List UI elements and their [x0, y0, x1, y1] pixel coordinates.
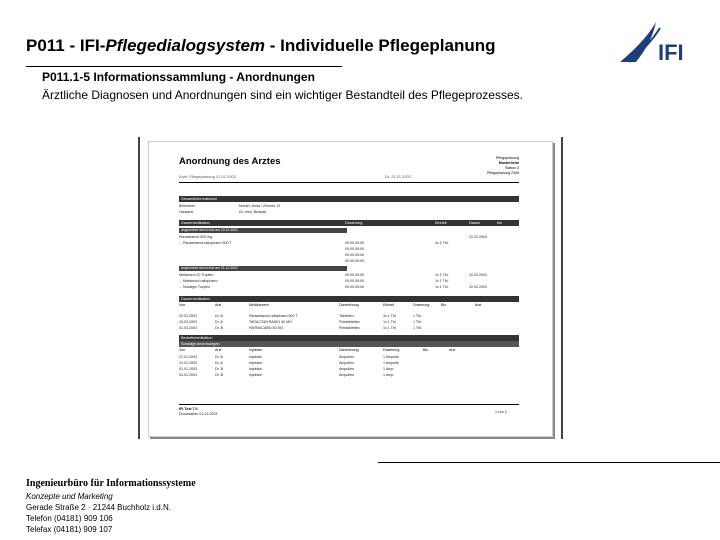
document-footer-text: Druckdatum 01.01.2003	[179, 412, 218, 416]
document-preview	[138, 137, 563, 439]
title-divider	[26, 66, 342, 67]
section-bar: Sonstige Anordnungen	[179, 341, 519, 347]
page-number: 1 von 2	[495, 410, 507, 414]
page-title: P011 - IFI-Pflegedialogsystem - Individuelle Pflegeplanung	[26, 36, 496, 55]
company-fax: Telefax (04181) 909 107	[26, 525, 113, 534]
section-bar: Gesamtinformationen	[179, 196, 519, 202]
viewer-edge-left	[138, 137, 140, 439]
document-divider	[179, 182, 519, 183]
company-footer	[26, 478, 196, 535]
company-slogan: Konzepte und Marketing	[26, 492, 113, 501]
document-footer-text: IFI-Test 7.0	[179, 407, 198, 411]
viewer-edge-right	[561, 137, 563, 439]
document-meta: Ärztl. Pflegeplanung 21.01.2002	[179, 174, 236, 179]
document-page: Anordnung des Arztes Ärztl. Pflegeplanung 21.01.2002 Dr. 21.11.2002 Pflegeplanung Musterheim Station 3 Pflegeplanung 2345 Gesamtinformationen Bewohner Muster, Anna / Zimmer 12 Hausarzt Dr. med. Beispiel Dauermedikation Dosierung Einheit Datum bis angeordnet durch Arzt am 22.12.2002 Paracetamol 500 mg 22.02.2003 ... Paracetamol-ratiopharm 500 T 00:00-00:00 4x 1 Tbl. 00:00-00:00 00:00-00:00 00:00-00:00 angeordnet durch Arzt am 21.12.2002 Metamizol 20 Tropfen 00:00-00:00 1x 1 Tbl. 22.02.2003 ... Metamizol ratiopharm 00:00-00:00 1x 1 Tbl. ... Novalgin Tropfen 00:00-00:00 1x 1 Tbl. 22.02.2003 Dauermedikation Von Arzt Medikament Darreichung Einheit Dosierung Bis Arzt 23.03.2003 Dr. A Paracetamol-ratiopharm 500 T Tabletten 3x 1 Tbl. 1 Tbl. 15.03.2003 Dr. A TARACTAN RADIO 50 MG Filmtabletten 1x 1 Tbl. 1 Tbl. 01.03.2003 Dr. B FARMACARD 50 MG Filmtabletten 1x 1 Tbl. 1 Tbl. Bedarfsmedikation Sonstige Anordnungen Von Arzt Injektion Darreichung Dosierung Bis Arzt 21.01.2003 Dr. A Injektion Ampullen 1 Ampulle 24.01.2003 Dr. A Injektion Ampullen 1 Ampulle 01.01.2003 Dr. B Injektion Ampullen 1 Amp. 04.01.2003 Dr. B Injektion Ampullen 1 Amp. IFI-Test 7.0 Druckdatum 01.01.2003 1 von 2	[148, 141, 553, 437]
ifi-logo	[616, 18, 704, 66]
company-phone: Telefon (04181) 909 106	[26, 514, 113, 523]
section-subtitle: P011.1-5 Informationssammlung - Anordnungen	[42, 70, 315, 84]
document-header-box: Pflegeplanung Musterheim Station 3 Pflegeplanung 2345	[487, 156, 519, 175]
section-bar: Dauermedikation	[179, 296, 519, 302]
prescription-group-header: angeordnet durch Arzt am 21.12.2002	[179, 266, 347, 271]
document-date: Dr. 21.11.2002	[385, 174, 411, 179]
section-description: Ärztliche Diagnosen und Anordnungen sind ein wichtiger Bestandteil des Pflegeprozesses.	[42, 88, 523, 102]
company-name: Ingenieurbüro für Informationssysteme	[26, 478, 196, 489]
prescription-group-header: angeordnet durch Arzt am 22.12.2002	[179, 228, 347, 233]
med-header-bar: Dauermedikation Dosierung Einheit Datum bis	[179, 220, 519, 226]
document-footer-divider	[179, 404, 519, 405]
company-address: Gerade Straße 2 · 21244 Buchholz i.d.N.	[26, 503, 171, 512]
section-bar: Bedarfsmedikation	[179, 335, 519, 341]
footer-divider	[378, 462, 720, 463]
title-product: Pflegedialogsystem	[105, 36, 266, 55]
document-title: Anordnung des Arztes	[179, 156, 281, 167]
svg-text:IFI: IFI	[658, 40, 684, 65]
